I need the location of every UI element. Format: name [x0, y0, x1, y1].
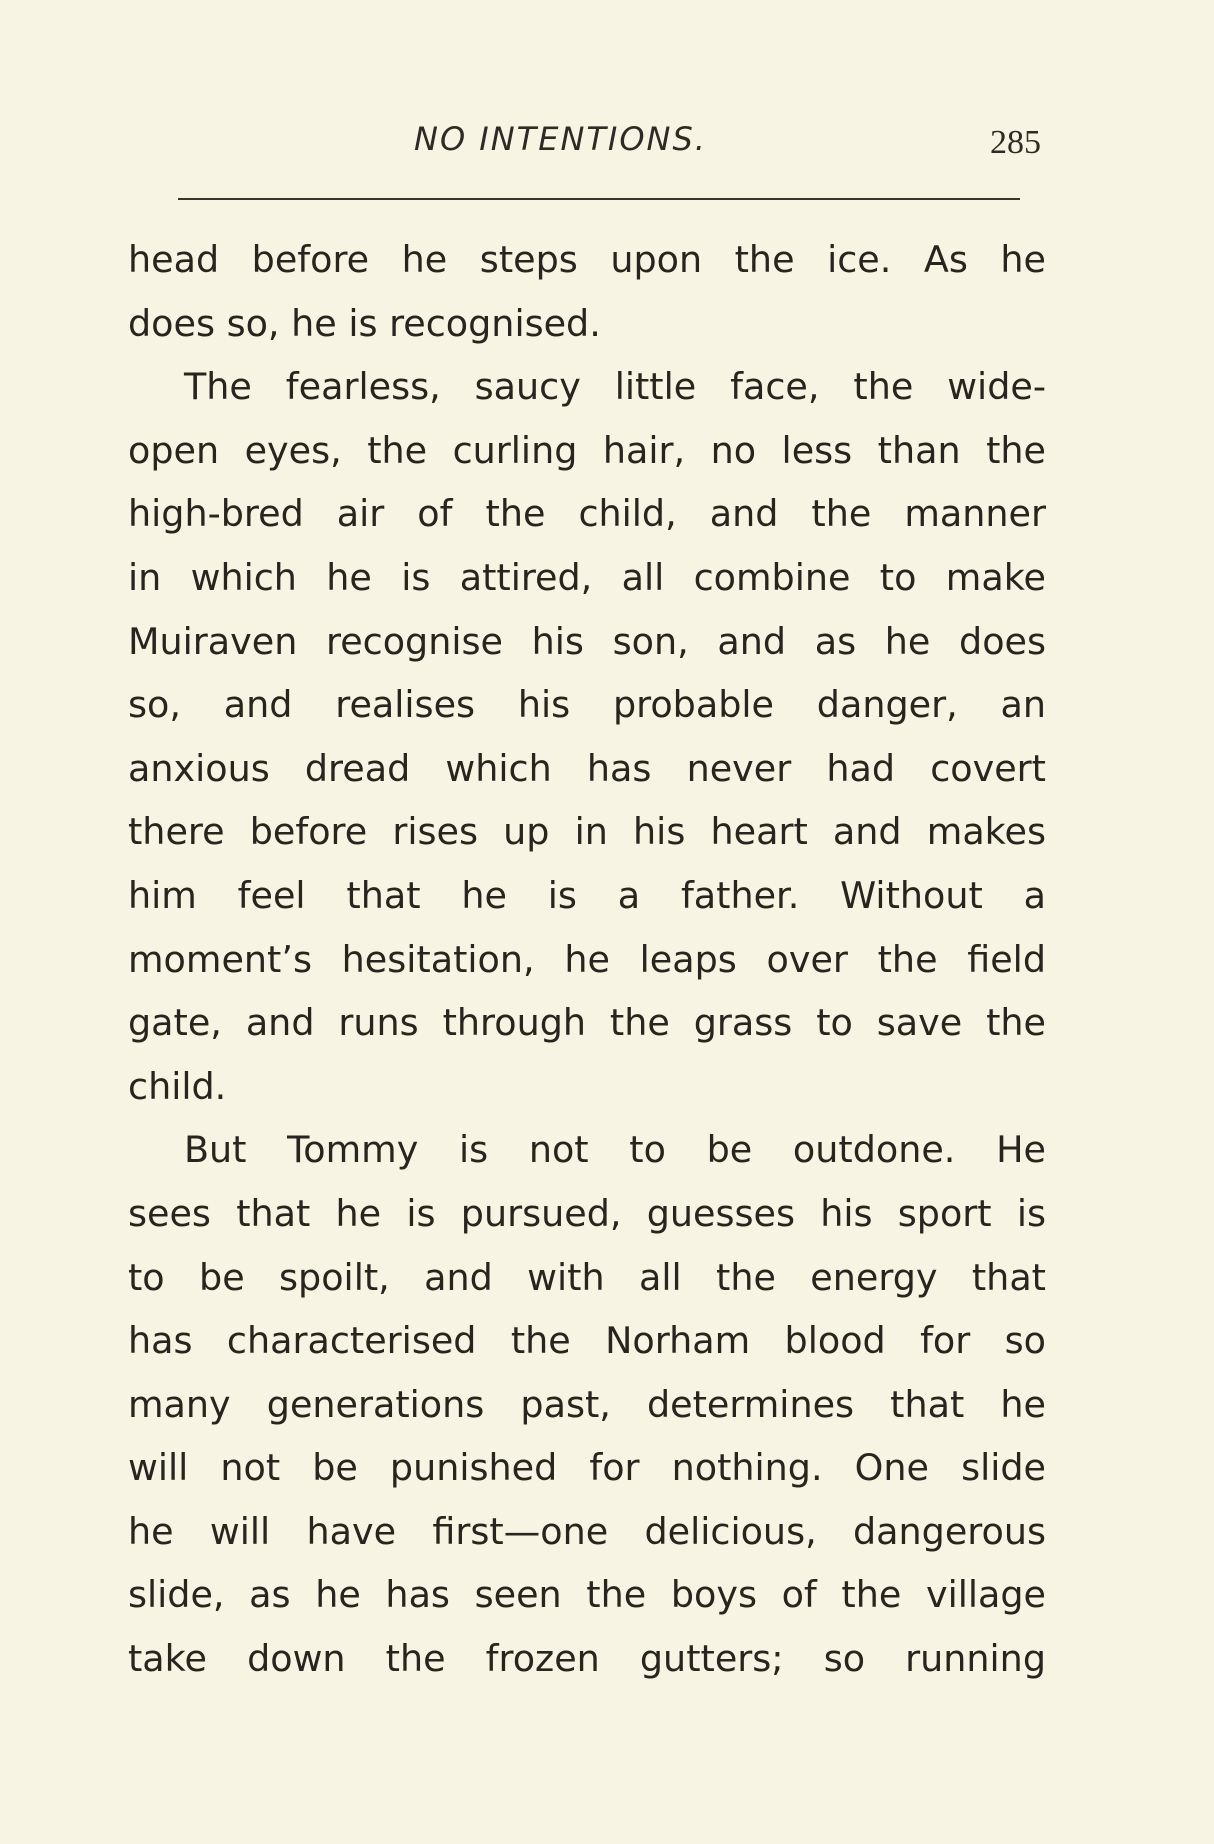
text-line: in which he is attired, all combine to make [128, 555, 1046, 599]
text-line: child. [128, 1064, 227, 1108]
text-line: high-bred air of the child, and the manner [128, 492, 1046, 536]
text-line: But Tommy is not to be outdone. He [184, 1128, 1046, 1172]
text-line: The fearless, saucy little face, the wide- [184, 365, 1046, 409]
running-head [0, 112, 1214, 162]
text-line: there before rises up in his heart and makes [128, 810, 1046, 854]
text-line: take down the frozen gutters; so running [128, 1637, 1046, 1681]
text-line: to be spoilt, and with all the energy that [128, 1255, 1046, 1299]
text-line: has characterised the Norham blood for so [128, 1319, 1046, 1363]
text-line: anxious dread which has never had covert [128, 746, 1046, 790]
header-rule [178, 198, 1020, 200]
text-line: so, and realises his probable danger, an [128, 683, 1046, 727]
text-line: does so, he is recognised. [128, 301, 601, 345]
text-line: gate, and runs through the grass to save the [128, 1001, 1046, 1045]
text-line: will not be punished for nothing. One slide [128, 1446, 1046, 1490]
text-line: moment’s hesitation, he leaps over the field [128, 937, 1046, 981]
running-title: NO INTENTIONS. [414, 120, 707, 158]
text-line: sees that he is pursued, guesses his sport is [128, 1191, 1046, 1235]
text-line: head before he steps upon the ice. As he [128, 238, 1046, 281]
text-line: open eyes, the curling hair, no less than the [128, 428, 1046, 472]
body-text [128, 228, 1046, 1691]
text-line: him feel that he is a father. Without a [128, 873, 1046, 917]
text-line: he will have first—one delicious, dangerous [128, 1509, 1046, 1553]
text-line: slide, as he has seen the boys of the village [128, 1573, 1046, 1617]
text-line: many generations past, determines that he [128, 1382, 1046, 1426]
text-line: Muiraven recognise his son, and as he does [128, 619, 1046, 663]
page-number: 285 [990, 124, 1041, 161]
